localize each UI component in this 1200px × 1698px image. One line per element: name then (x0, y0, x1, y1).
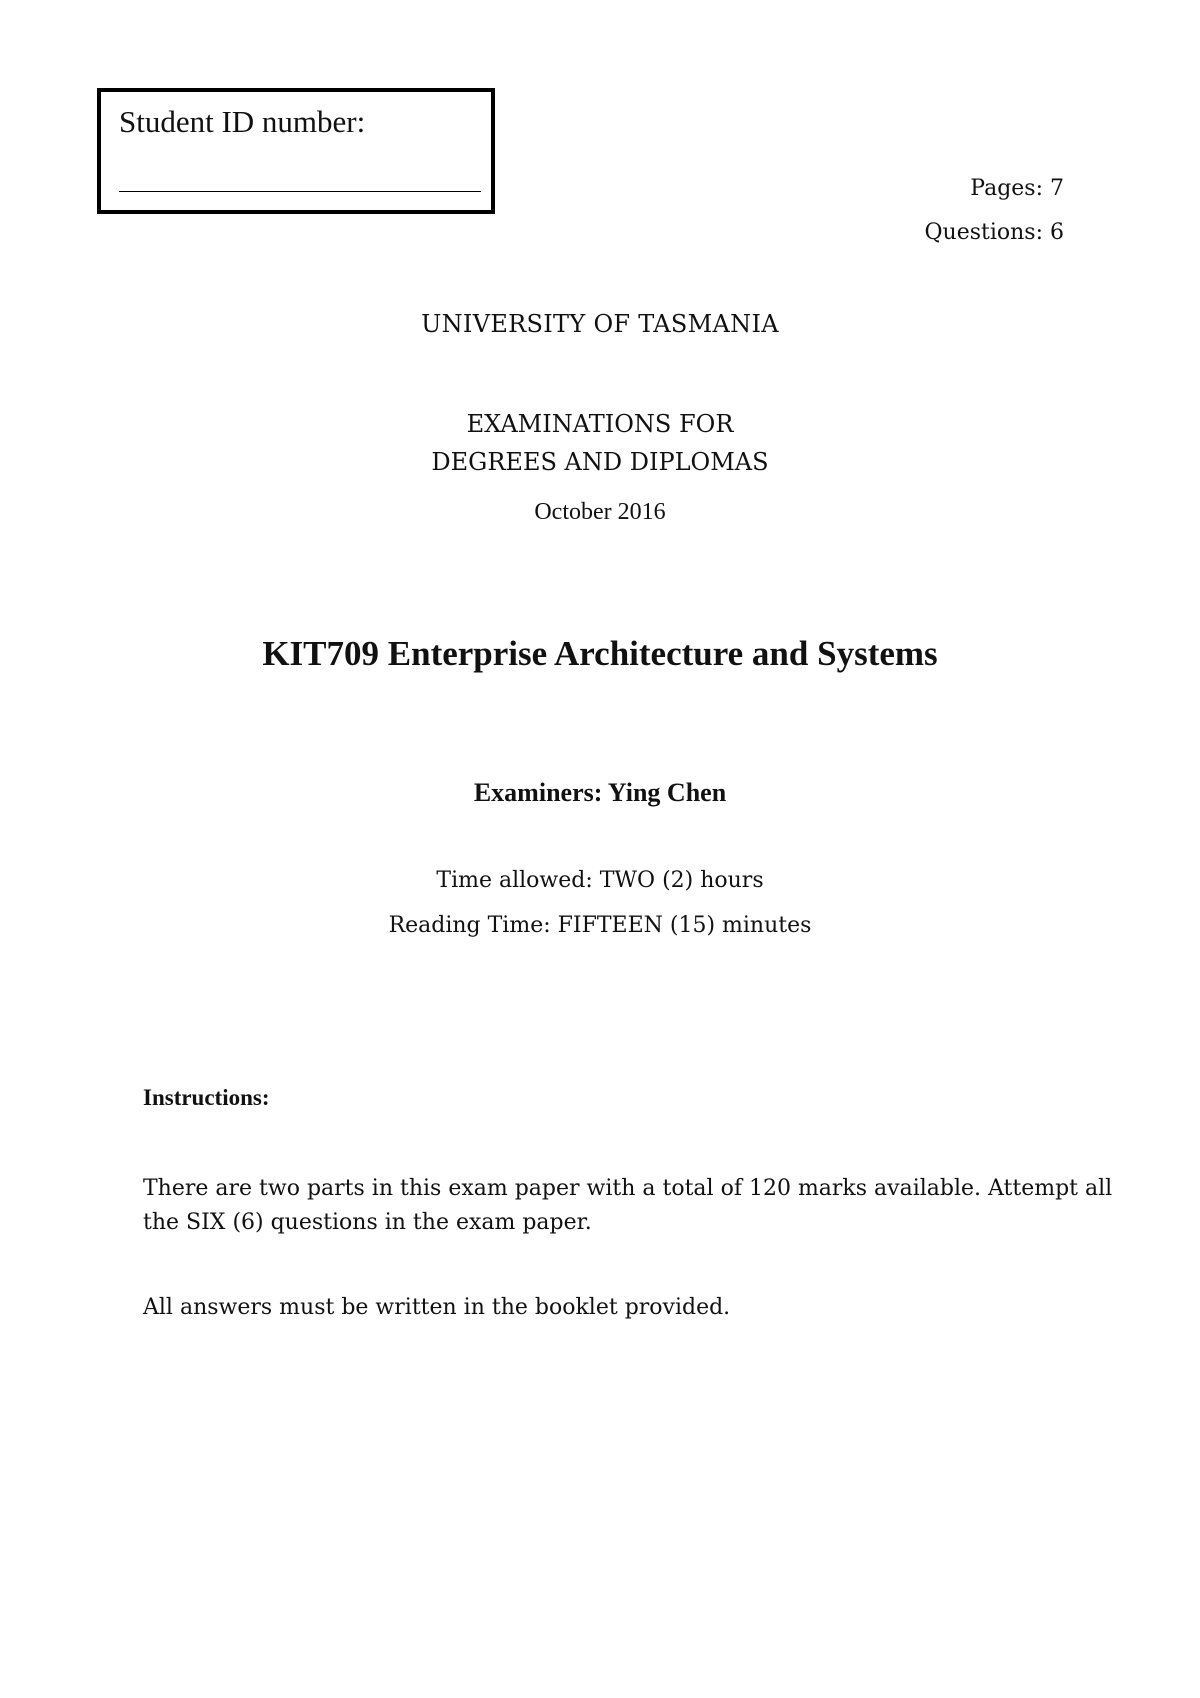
course-title: KIT709 Enterprise Architecture and Systems (262, 634, 938, 673)
student-id-write-line (119, 191, 481, 192)
instructions-line-1: There are two parts in this exam paper with a total of 120 marks available. Attempt all (143, 1176, 1113, 1201)
exam-date: October 2016 (534, 499, 666, 525)
examiners: Examiners: Ying Chen (473, 778, 727, 807)
student-id-label: Student ID number: (119, 104, 366, 139)
student-id-box (97, 88, 495, 214)
instructions-line-2: the SIX (6) questions in the exam paper. (143, 1210, 592, 1235)
instructions-line-3: All answers must be written in the booklet provided. (143, 1295, 731, 1320)
pages-count: Pages: 7 (970, 176, 1064, 201)
university-name: UNIVERSITY OF TASMANIA (421, 310, 779, 338)
exam-heading-line1: EXAMINATIONS FOR (466, 410, 734, 438)
exam-heading-line2: DEGREES AND DIPLOMAS (431, 448, 769, 476)
time-allowed: Time allowed: TWO (2) hours (436, 868, 764, 893)
questions-count: Questions: 6 (924, 220, 1064, 245)
reading-time: Reading Time: FIFTEEN (15) minutes (388, 913, 812, 938)
instructions-heading: Instructions: (143, 1085, 270, 1110)
